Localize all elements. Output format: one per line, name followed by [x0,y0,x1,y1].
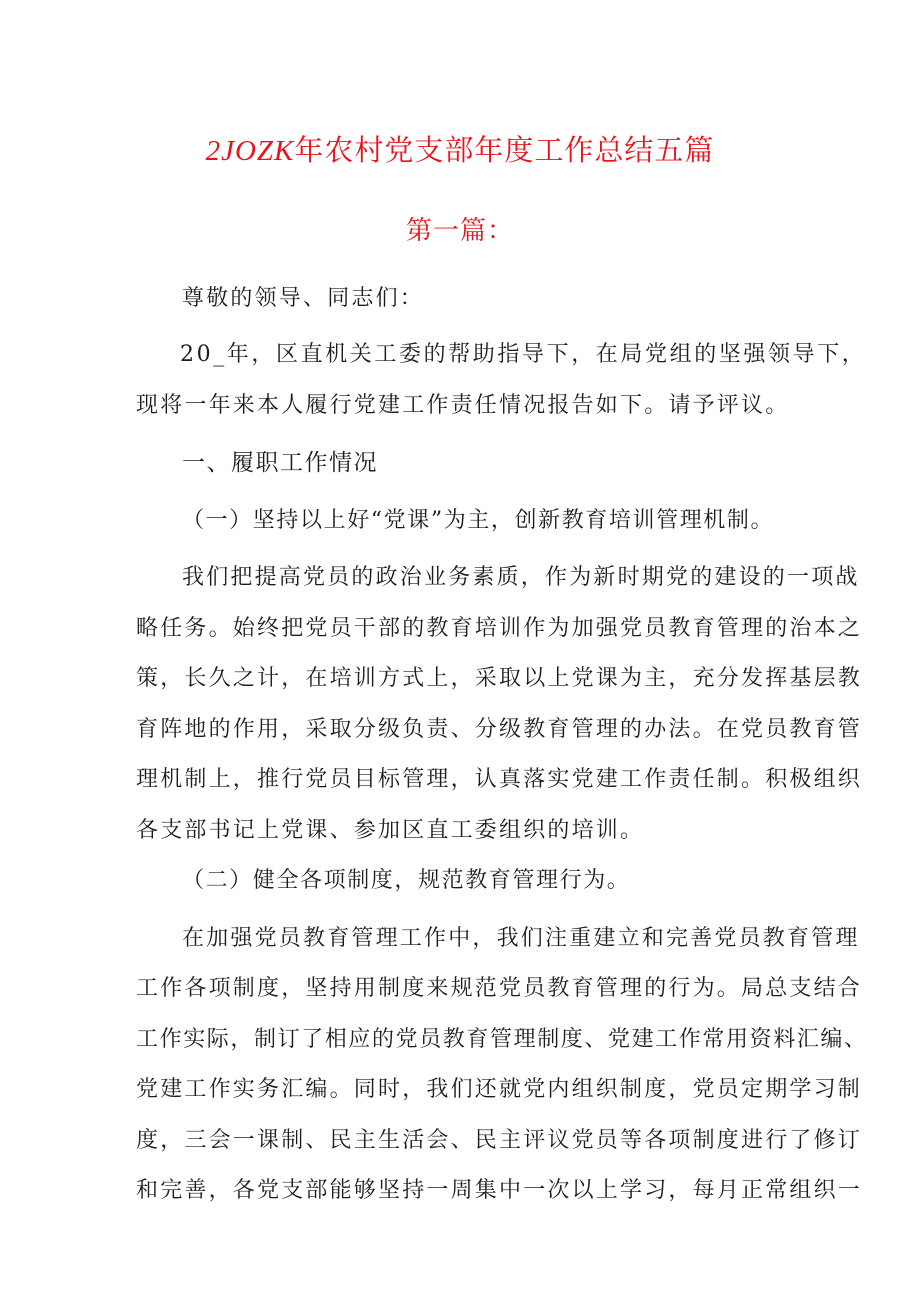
section-subtitle: 第一篇： [405,216,514,246]
title-year: 2JOZK [205,135,295,167]
paragraph-line: 度，三会一课制、民主生活会、民主评议党员等各项制度进行了修订 [136,1128,863,1153]
paragraph-line: 略任务。始终把党员干部的教育培训作为加强党员教育管理的治本之 [136,616,863,641]
paragraph-line: 各支部书记上党课、参加区直工委组织的培训。 [136,818,645,843]
paragraph-line: 党建工作实务汇编。同时，我们还就党内组织制度，党员定期学习制 [136,1077,863,1102]
title-text: 年农村党支部年度工作总结五篇 [294,133,715,167]
section-heading: 一、履职工作情况 [182,450,378,476]
document-title [0,128,920,169]
paragraph-line: 我们把提高党员的政治业务素质，作为新时期党的建设的一项战 [182,565,860,590]
subsection-heading: （一）坚持以上好“党课”为主，创新教育培训管理机制。 [182,508,775,533]
paragraph-line: 策，长久之计，在培训方式上，采取以上党课为主，充分发挥基层教 [136,666,863,691]
subsection-heading: （二）健全各项制度，规范教育管理行为。 [182,868,631,893]
paragraph-line: 工作实际，制订了相应的党员教育管理制度、党建工作常用资料汇编、 [136,1027,868,1052]
paragraph-line: 20_年，区直机关工委的帮助指导下，在局党组的坚强领导下， [180,342,867,367]
paragraph-line: 现将一年来本人履行党建工作责任情况报告如下。请予评议。 [136,393,790,418]
paragraph-line: 育阵地的作用，采取分级负责、分级教育管理的办法。在党员教育管 [136,717,863,742]
salutation: 尊敬的领导、同志们： [182,286,425,311]
paragraph-line: 工作各项制度，坚持用制度来规范党员教育管理的行为。局总支结合 [136,976,863,1001]
paragraph-line: 在加强党员教育管理工作中，我们注重建立和完善党员教育管理 [182,926,860,951]
paragraph-line: 理机制上，推行党员目标管理，认真落实党建工作责任制。积极组织 [136,767,863,792]
paragraph-line: 和完善，各党支部能够坚持一周集中一次以上学习，每月正常组织一 [136,1178,863,1203]
